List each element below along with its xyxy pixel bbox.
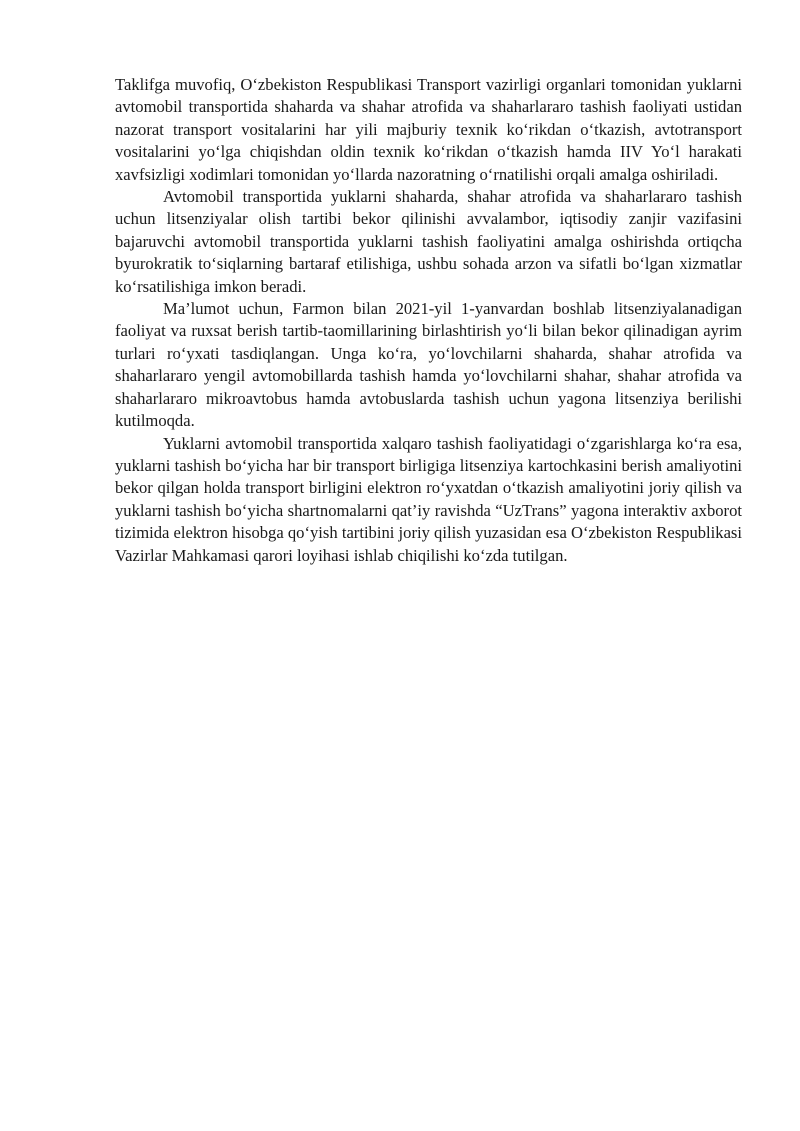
document-body bbox=[115, 74, 742, 567]
paragraph-2: Avtomobil transportida yuklarni shaharda, shahar atrofida va shaharlararo tashish uchun litsenziyalar olish tartibi bekor qilinishi avvalambor, iqtisodiy zanjir vazifasini bajaruvchi avtomobil transportida yuklarni tashish faoliyatini amalga oshirishda ortiqcha byurokratik to‘siqlarning bartaraf etilishiga, ushbu sohada arzon va sifatli bo‘lgan xizmatlar ko‘rsatilishiga imkon beradi. bbox=[115, 187, 742, 296]
paragraph-4: Yuklarni avtomobil transportida xalqaro tashish faoliyatidagi o‘zgarishlarga ko‘ra esa, yuklarni tashish bo‘yicha har bir transport birligiga litsenziya kartochkasini berish amaliyotini bekor qilgan holda transport birligini elektron ro‘yxatdan o‘tkazish amaliyotini joriy qilish va yuklarni tashish bo‘yicha shartnomalarni qat’iy ravishda “UzTrans” yagona interaktiv axborot tizimida elektron hisobga qo‘yish tartibini joriy qilish yuzasidan esa O‘zbekiston Respublikasi Vazirlar Mahkamasi qarori loyihasi ishlab chiqilishi ko‘zda tutilgan. bbox=[115, 433, 742, 565]
paragraph-1: Taklifga muvofiq, O‘zbekiston Respublikasi Transport vazirligi organlari tomonidan yuklarni avtomobil transportida shaharda va shahar atrofida va shaharlararo tashish faoliyati ustidan nazorat transport vositalarini har yili majburiy texnik ko‘rikdan o‘tkazish, avtotransport vositalarini yo‘lga chiqishdan oldin texnik ko‘rikdan o‘tkazish hamda IIV Yo‘l harakati xavfsizligi xodimlari tomonidan yo‘llarda nazoratning o‘rnatilishi orqali amalga oshiriladi. bbox=[115, 75, 742, 184]
paragraph-3: Ma’lumot uchun, Farmon bilan 2021-yil 1-yanvardan boshlab litsenziyalanadigan faoliyat va ruxsat berish tartib-taomillarining birlashtirish yo‘li bilan bekor qilinadigan ayrim turlari ro‘yxati tasdiqlangan. Unga ko‘ra, yo‘lovchilarni shaharda, shahar atrofida va shaharlararo yengil avtomobillarda tashish hamda yo‘lovchilarni shahar, shahar atrofida va shaharlararo mikroavtobus hamda avtobuslarda tashish uchun yagona litsenziya berilishi kutilmoqda. bbox=[115, 299, 742, 431]
